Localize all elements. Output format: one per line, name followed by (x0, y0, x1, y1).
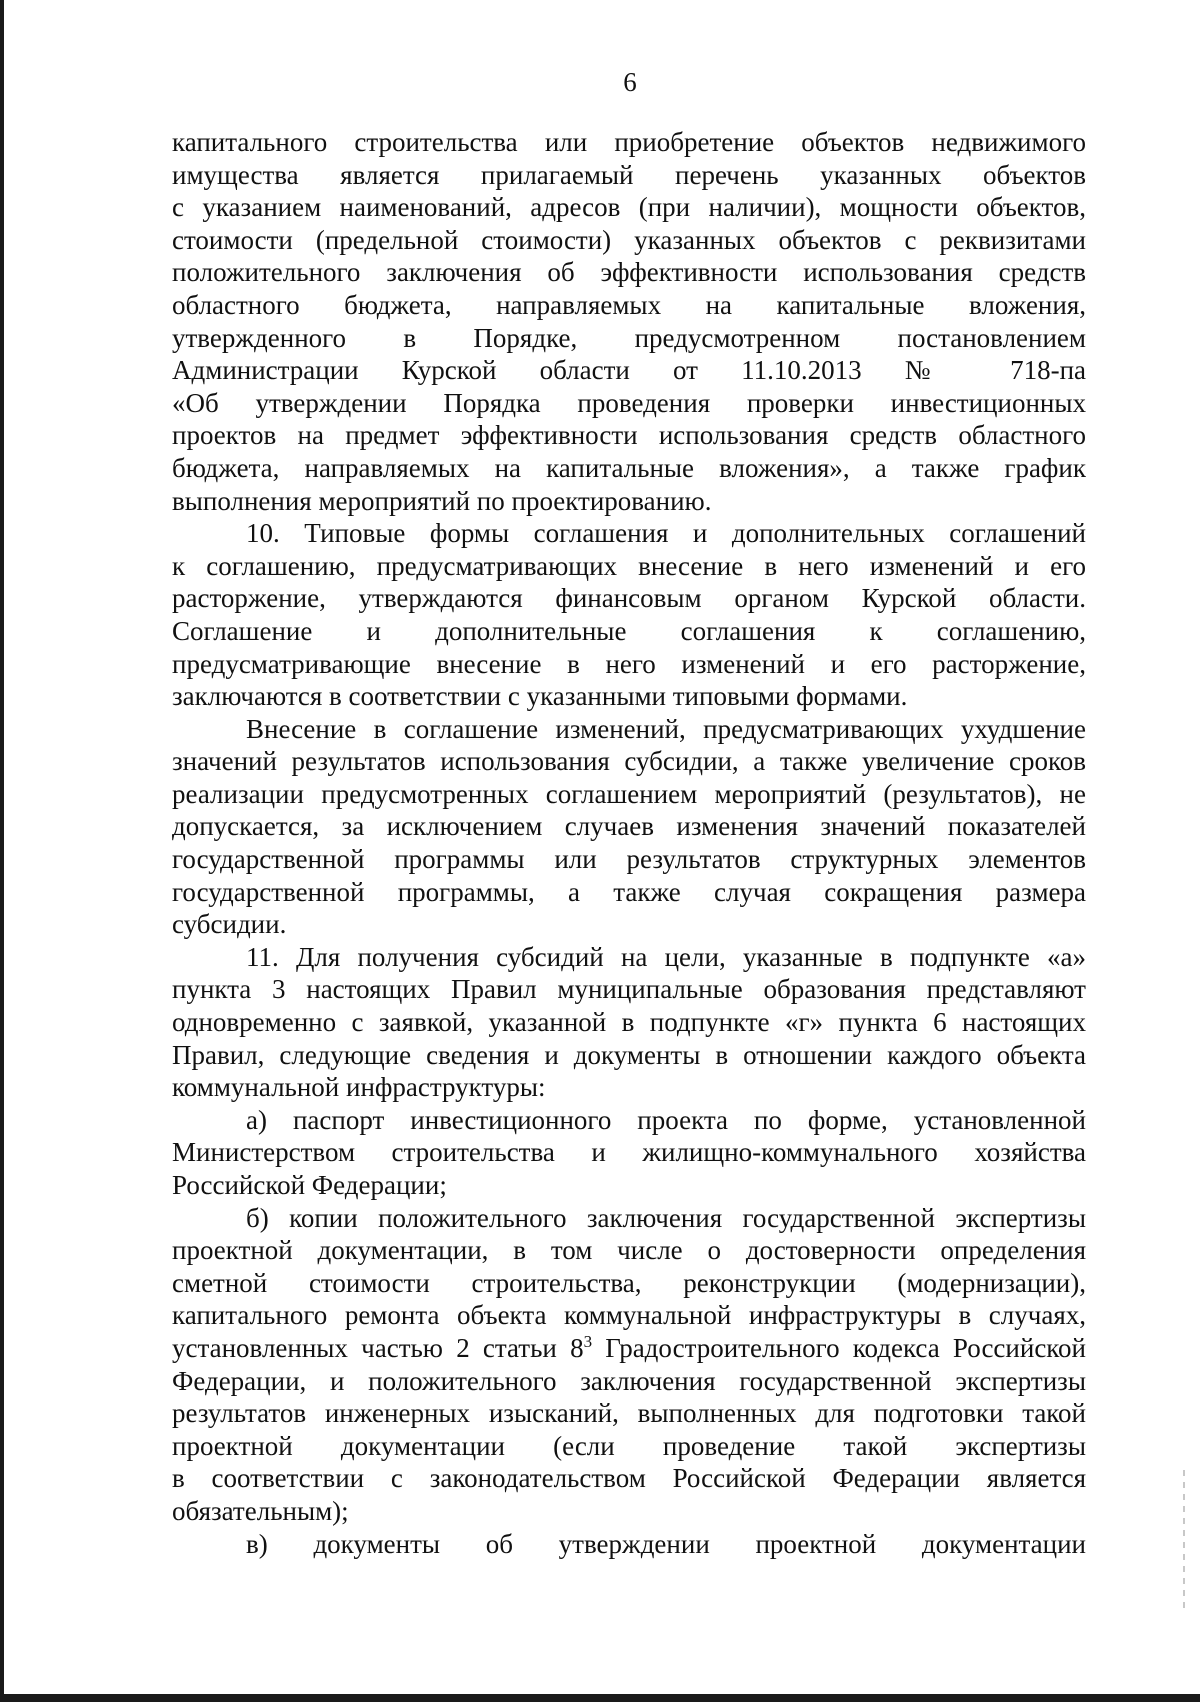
text-line: реализации предусмотренных соглашением мероприятий (результатов), не (172, 778, 1086, 809)
text-line: государственной программы, а также случая сокращения размера (172, 876, 1086, 907)
text-line: бюджета, направляемых на капитальные вложения», а также график (172, 452, 1086, 483)
text-line: с указанием наименований, адресов (при наличии), мощности объектов, (172, 192, 1086, 223)
text-line: выполнения мероприятий по проектированию. (172, 485, 712, 516)
text-line: в) документы об утверждении проектной документации (246, 1528, 1086, 1559)
text-line: заключаются в соответствии с указанными типовыми формами. (172, 681, 908, 712)
paragraph-amendments (172, 713, 1086, 941)
superscript: 3 (583, 1331, 593, 1351)
text-line: капитального ремонта объекта коммунальной инфраструктуры в случаях, (172, 1300, 1086, 1331)
text-fragment: Градостроительного кодекса Российской (592, 1332, 1086, 1363)
document-body (172, 126, 1086, 1560)
paragraph-capital-construction (172, 126, 1086, 517)
paragraph-subitem-a (172, 1104, 1086, 1202)
text-line: допускается, за исключением случаев изменения значений показателей (172, 811, 1086, 842)
text-line: капитального строительства или приобретение объектов недвижимого (172, 127, 1086, 157)
text-line: проектной документации (если проведение такой экспертизы (172, 1430, 1086, 1461)
text-line: утвержденного в Порядке, предусмотренном постановлением (172, 322, 1086, 353)
text-line: 11. Для получения субсидий на цели, указанные в подпункте «а» (246, 941, 1086, 972)
text-line: значений результатов использования субсидии, а также увеличение сроков (172, 746, 1086, 777)
text-line: а) паспорт инвестиционного проекта по форме, установленной (246, 1104, 1086, 1135)
text-line: Правил, следующие сведения и документы в отношении каждого объекта (172, 1039, 1086, 1070)
text-line: в соответствии с законодательством Российской Федерации является (172, 1463, 1086, 1494)
text-line: Внесение в соглашение изменений, предусматривающих ухудшение (246, 713, 1086, 744)
paragraph-subitem-v (172, 1528, 1086, 1561)
text-line: коммунальной инфраструктуры: (172, 1072, 546, 1103)
scan-left-edge (0, 0, 4, 1702)
text-line: «Об утверждении Порядка проведения проверки инвестиционных (172, 387, 1086, 418)
text-line: областного бюджета, направляемых на капитальные вложения, (172, 289, 1086, 320)
text-line: Федерации, и положительного заключения государственной экспертизы (172, 1365, 1086, 1396)
text-line: проектов на предмет эффективности использования средств областного (172, 420, 1086, 451)
text-line: Министерством строительства и жилищно-коммунального хозяйства (172, 1137, 1086, 1168)
text-line: положительного заключения об эффективности использования средств (172, 257, 1086, 288)
text-line: Администрации Курской области от 11.10.2013 № 718-па (172, 355, 1086, 386)
text-line: имущества является прилагаемый перечень указанных объектов (172, 159, 1086, 190)
paragraph-item-11 (172, 941, 1086, 1104)
paragraph-item-10 (172, 517, 1086, 713)
text-line: сметной стоимости строительства, реконструкции (модернизации), (172, 1267, 1086, 1298)
text-line: результатов инженерных изысканий, выполненных для подготовки такой (172, 1398, 1086, 1429)
text-line: предусматривающие внесение в него изменений и его расторжение, (172, 648, 1086, 679)
scan-artifact (1183, 1470, 1185, 1610)
text-line: пункта 3 настоящих Правил муниципальные образования представляют (172, 974, 1086, 1005)
text-line: государственной программы или результатов структурных элементов (172, 844, 1086, 875)
text-line: субсидии. (172, 909, 287, 940)
scan-bottom-edge (0, 1694, 1200, 1702)
text-line: одновременно с заявкой, указанной в подпункте «г» пункта 6 настоящих (172, 1007, 1086, 1038)
text-line-with-superscript (172, 1332, 1086, 1365)
text-line: обязательным); (172, 1495, 349, 1526)
text-line: расторжение, утверждаются финансовым органом Курской области. (172, 583, 1086, 614)
page-number: 6 (623, 67, 637, 97)
paragraph-subitem-b (172, 1202, 1086, 1528)
text-line: 10. Типовые формы соглашения и дополнительных соглашений (246, 518, 1086, 549)
text-line: б) копии положительного заключения государственной экспертизы (246, 1202, 1086, 1233)
text-line: Российской Федерации; (172, 1170, 447, 1200)
text-line: проектной документации, в том числе о достоверности определения (172, 1235, 1086, 1266)
text-line: стоимости (предельной стоимости) указанных объектов с реквизитами (172, 224, 1086, 255)
text-line: Соглашение и дополнительные соглашения к соглашению, (172, 615, 1086, 646)
text-line: к соглашению, предусматривающих внесение в него изменений и его (172, 550, 1086, 581)
text-fragment: установленных частью 2 статьи 8 (172, 1332, 584, 1363)
